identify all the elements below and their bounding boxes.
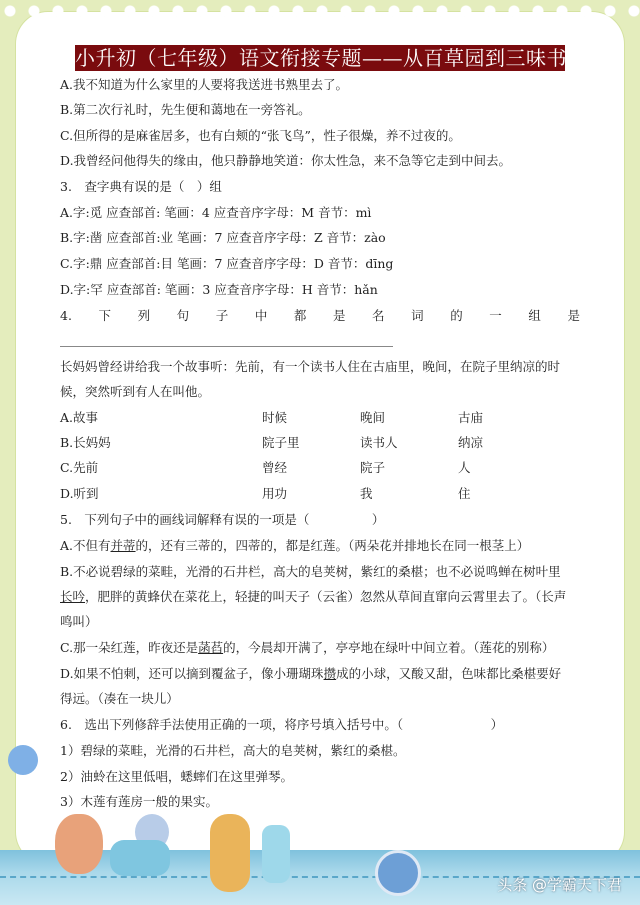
q4-option-cell: 纳凉	[458, 435, 484, 450]
q5-option-line	[60, 640, 554, 656]
text-segment: B.不必说碧绿的菜畦，光滑的石井栏，高大的皂荚树，紫红的桑椹；也不必说鸣蝉在树叶里	[60, 564, 561, 579]
q4-option-cell: A.故事	[60, 410, 99, 425]
q4-option-cell: 院子	[360, 460, 386, 475]
answer-blank-line	[60, 346, 393, 347]
q2-option: D.我曾经问他得失的缘由，他只静静地笑道：你太性急，来不急等它走到中间去。	[60, 153, 512, 168]
watermark: 头条 @学霸天下君	[497, 876, 622, 894]
q5-option-line	[60, 538, 529, 554]
q4-stem-char: 中	[254, 308, 268, 323]
text-segment: 成的小球，又酸又甜，色味都比桑椹要好	[336, 666, 562, 681]
q4-option-cell: 住	[458, 486, 471, 501]
q3-stem: 3. 查字典有误的是（ ）组	[60, 179, 222, 194]
text-segment: 的，今晨却开满了，亭亭地在绿叶中间立着。（莲花的别称）	[223, 640, 555, 655]
page-title: 小升初（七年级）语文衔接专题——从百草园到三味书屋	[75, 46, 588, 70]
underlined-word: 并蒂	[110, 538, 136, 553]
q4-option-cell: D.听到	[60, 486, 99, 501]
text-segment: A.不但有	[60, 538, 111, 553]
q4-stem-char: 词	[411, 308, 424, 323]
q4-stem-char: 组	[528, 308, 541, 323]
q4-option-cell: 晚间	[360, 410, 386, 425]
q4-stem-char: 句	[176, 308, 190, 323]
q6-item: 2）油蛉在这里低唱，蟋蟀们在这里弹琴。	[60, 769, 293, 784]
q2-option: B.第二次行礼时，先生便和蔼地在一旁答礼。	[60, 102, 311, 117]
q4-stem-char: 是	[332, 308, 346, 323]
q4-option-cell: 时候	[262, 410, 288, 425]
q4-passage-line: 长妈妈曾经讲给我一个故事听：先前，有一个读书人住在古庙里，晚间，在院子里纳凉的时	[60, 359, 561, 374]
q4-stem-char: 名	[372, 308, 385, 323]
text-segment: 得远。（凑在一块儿）	[60, 691, 179, 706]
text-segment: ，肥胖的黄蜂伏在菜花上，轻捷的叫天子（云雀）忽然从草间直窜向云霄里去了。（长声	[85, 589, 567, 604]
q2-option: A.我不知道为什么家里的人要将我送进书熟里去了。	[60, 77, 349, 92]
q6-item: 3）木莲有莲房一般的果实。	[60, 794, 218, 809]
q6-item: 1）碧绿的菜畦，光滑的石井栏，高大的皂荚树，紫红的桑椹。	[60, 743, 406, 758]
q4-option-cell: 读书人	[360, 435, 398, 450]
q4-option-cell: 古庙	[458, 410, 484, 425]
q4-option-cell: 人	[458, 460, 471, 475]
q2-option: C.但所得的是麻雀居多，也有白颊的“张飞鸟”，性子很燥，养不过夜的。	[60, 128, 461, 143]
q4-stem-char: 都	[293, 308, 307, 323]
q4-option-cell: 曾经	[262, 460, 288, 475]
q4-stem	[60, 308, 580, 324]
giraffe-icon	[210, 814, 250, 892]
q5-option-line	[60, 589, 566, 605]
button-icon	[375, 850, 421, 896]
scallop-border	[0, 4, 640, 18]
q4-stem-char: 下	[98, 308, 112, 323]
text-segment: D.如果不怕刺，还可以摘到覆盆子，像小珊瑚珠	[60, 666, 324, 681]
baby-bottle-icon	[262, 825, 290, 883]
q5-option-line	[60, 666, 561, 682]
toy-car-icon	[110, 840, 170, 876]
q4-stem-char: 4.	[60, 308, 72, 323]
q4-option-cell: B.长妈妈	[60, 435, 111, 450]
q3-option: D.字:罕 应查部首: 笔画：3 应查音序字母：H 音节：hǎn	[60, 282, 378, 297]
flower-icon	[8, 745, 38, 775]
q6-stem: 6. 选出下列修辞手法使用正确的一项，将序号填入括号中。（ ）	[60, 717, 504, 732]
q4-option-cell: C.先前	[60, 460, 99, 475]
q4-stem-char: 列	[137, 308, 151, 323]
q3-option: A.字:觅 应查部首: 笔画：4 应查音序字母：M 音节：mì	[60, 205, 372, 220]
text-segment: 鸣叫）	[60, 614, 98, 629]
text-segment: 的，还有三蒂的，四蒂的，都是红莲。（两朵花并排地长在同一根茎上）	[135, 538, 530, 553]
q5-option-line	[60, 564, 561, 580]
q4-option-cell: 用功	[262, 486, 288, 501]
q4-stem-char: 子	[215, 308, 229, 323]
q5-option-line	[60, 691, 179, 707]
q4-option-cell: 院子里	[262, 435, 300, 450]
underlined-word: 长吟	[60, 589, 86, 604]
q3-option: C.字:鼎 应查部首:目 笔画：7 应查音序字母：D 音节：dīng	[60, 256, 394, 271]
q4-option-cell: 我	[360, 486, 373, 501]
teddy-bear-icon	[55, 814, 103, 874]
q4-stem-char: 一	[489, 308, 502, 323]
q5-stem: 5. 下列句子中的画线词解释有误的一项是（ ）	[60, 512, 385, 527]
underlined-word: 菡萏	[198, 640, 224, 655]
q3-option: B.字:凿 应查部首:业 笔画：7 应查音序字母：Z 音节：zào	[60, 230, 386, 245]
q4-passage-line: 候，突然听到有人在叫他。	[60, 384, 211, 399]
q5-option-line	[60, 614, 98, 630]
text-segment: C.那一朵红莲，昨夜还是	[60, 640, 199, 655]
q4-stem-char: 的	[450, 308, 463, 323]
q4-stem-char: 是	[567, 308, 580, 323]
underlined-word: 攒	[323, 666, 337, 681]
